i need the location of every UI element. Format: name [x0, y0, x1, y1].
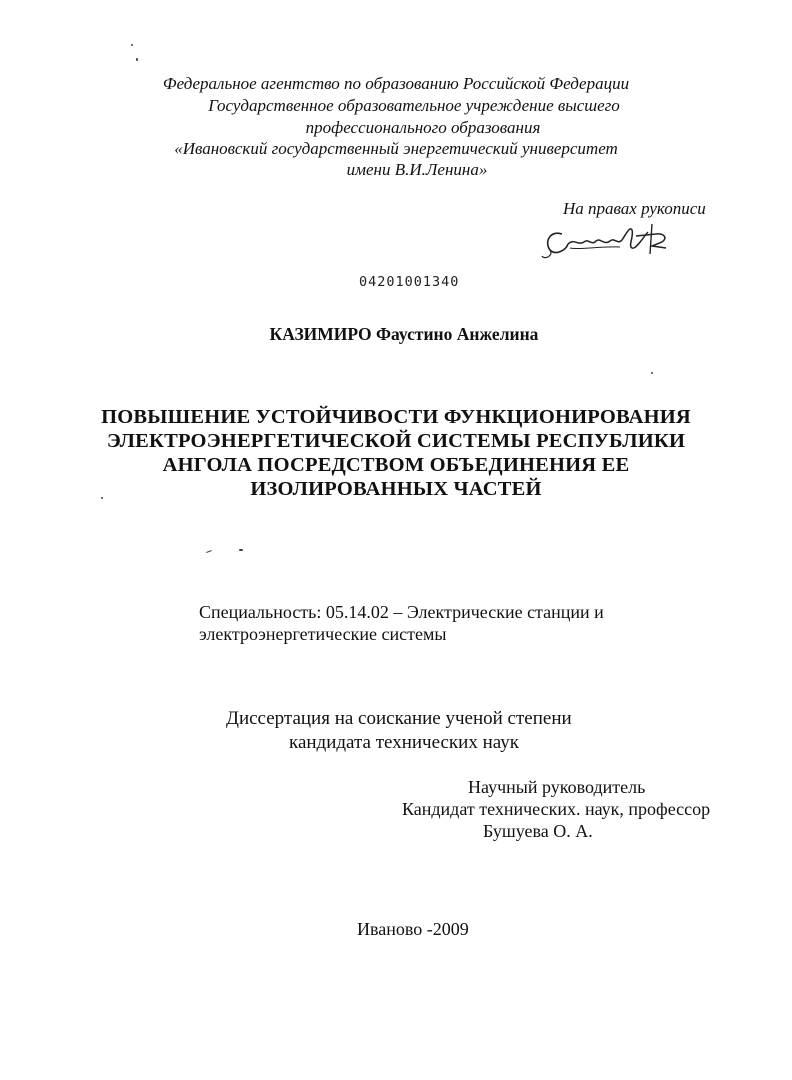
place-year: Иваново -2009	[357, 919, 469, 939]
header-university-name: имени В.И.Ленина»	[346, 160, 488, 179]
scan-speck	[206, 550, 212, 553]
author-name: КАЗИМИРО Фаустино Анжелина	[269, 324, 539, 344]
scan-speck	[131, 44, 133, 46]
title-line-4: ИЗОЛИРОВАННЫХ ЧАСТЕЙ	[250, 478, 542, 500]
title-line-2: ЭЛЕКТРОЭНЕРГЕТИЧЕСКОЙ СИСТЕМЫ РЕСПУБЛИКИ	[106, 430, 686, 452]
scan-speck	[239, 549, 243, 551]
scan-speck	[136, 58, 138, 61]
supervisor-name: Бушуева О. А.	[483, 821, 593, 841]
header-agency: Федеральное агентство по образованию Российской Федерации	[162, 74, 630, 93]
title-line-1: ПОВЫШЕНИЕ УСТОЙЧИВОСТИ ФУНКЦИОНИРОВАНИЯ	[101, 406, 691, 428]
scan-speck	[651, 372, 653, 374]
supervisor-degree: Кандидат технических. наук, профессор	[402, 799, 711, 819]
header-institution-type: Государственное образовательное учреждение высшего	[208, 96, 620, 115]
signature-image	[540, 220, 680, 265]
header-university: «Ивановский государственный энергетический университет	[174, 139, 618, 158]
title-line-3: АНГОЛА ПОСРЕДСТВОМ ОБЪЕДИНЕНИЯ ЕЕ	[162, 454, 630, 476]
specialty-line-2: электроэнергетические системы	[199, 624, 447, 644]
document-number: 04201001340	[359, 274, 460, 290]
specialty-line-1: Специальность: 05.14.02 – Электрические станции и	[199, 602, 604, 622]
header-education-level: профессионального образования	[305, 118, 541, 137]
rights-note: На правах рукописи	[563, 199, 706, 218]
dissertation-line-2: кандидата технических наук	[289, 732, 519, 753]
dissertation-line-1: Диссертация на соискание ученой степени	[226, 708, 572, 729]
supervisor-role: Научный руководитель	[468, 777, 646, 797]
